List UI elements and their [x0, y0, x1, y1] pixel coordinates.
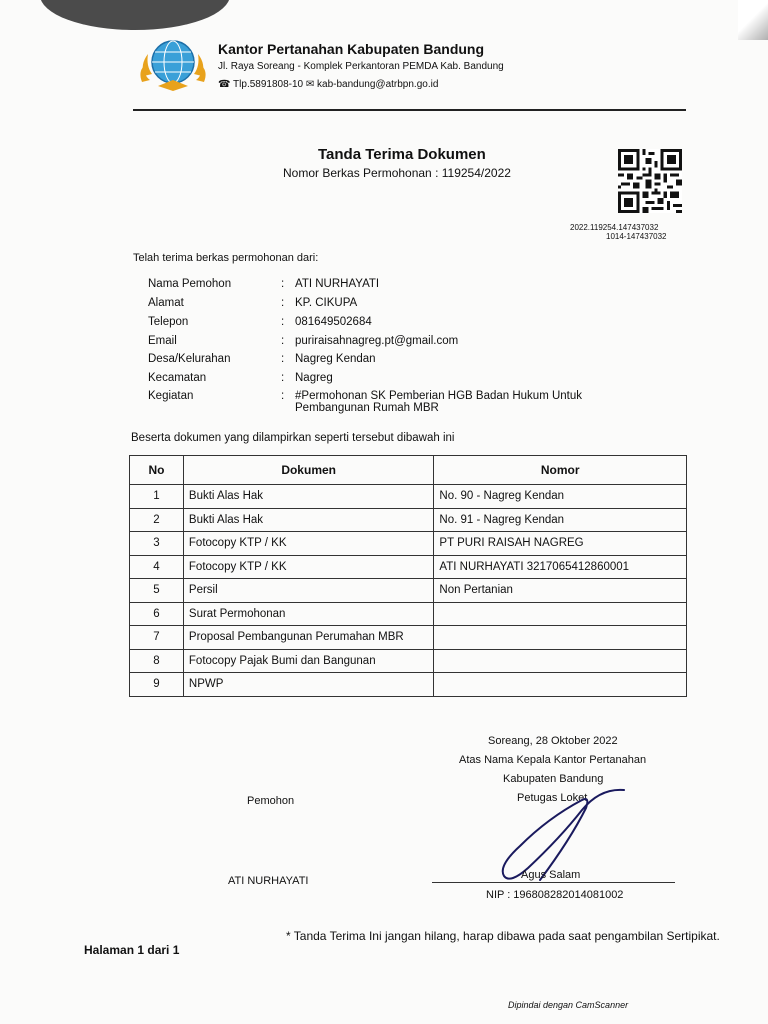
info-label: Email [148, 335, 177, 347]
column-header: Nomor [434, 456, 687, 485]
info-row-kecamatan: Kecamatan : Nagreg [148, 372, 605, 384]
info-value: Nagreg [295, 372, 333, 384]
office-contact: ☎ Tlp.5891808-10 ✉ kab-bandung@atrbpn.go.id [218, 79, 439, 90]
table-row [130, 602, 687, 626]
info-row-email: Email : puriraisahnagreg.pt@gmail.com [148, 335, 605, 347]
page-indicator: Halaman 1 dari 1 [84, 943, 180, 957]
signature-title-line1: Atas Nama Kepala Kantor Pertanahan [459, 754, 647, 766]
cell-nomor: No. 91 - Nagreg Kendan [434, 508, 687, 532]
cell-dokumen: Proposal Pembangunan Perumahan MBR [183, 626, 434, 650]
qr-caption-2: 1014-147437032 [606, 232, 667, 241]
table-row [130, 649, 687, 673]
column-header: Dokumen [183, 456, 434, 485]
info-row-telepon: Telepon : 081649502684 [148, 316, 605, 328]
cell-no: 2 [130, 508, 184, 532]
cell-dokumen: Surat Permohonan [183, 602, 434, 626]
cell-no: 6 [130, 602, 184, 626]
attachment-intro: Beserta dokumen yang dilampirkan seperti tersebut dibawah ini [131, 432, 455, 444]
table-row [130, 673, 687, 697]
intro-text: Telah terima berkas permohonan dari: [133, 252, 319, 264]
cell-dokumen: Bukti Alas Hak [183, 485, 434, 509]
footnote: * Tanda Terima Ini jangan hilang, harap dibawa pada saat pengambilan Sertipikat. [286, 929, 720, 943]
scan-corner-shadow [738, 0, 768, 40]
cell-nomor: No. 90 - Nagreg Kendan [434, 485, 687, 509]
signature-title-line3: Petugas Loket [517, 792, 588, 804]
cell-nomor: PT PURI RAISAH NAGREG [434, 532, 687, 556]
document-table [129, 455, 687, 697]
signature-line [432, 882, 675, 883]
header-divider [133, 109, 686, 111]
cell-nomor [434, 673, 687, 697]
document-number: Nomor Berkas Permohonan : 119254/2022 [283, 166, 511, 180]
cell-dokumen: Fotocopy KTP / KK [183, 532, 434, 556]
cell-no: 8 [130, 649, 184, 673]
info-label: Alamat [148, 297, 184, 309]
column-header: No [130, 456, 184, 485]
cell-no: 1 [130, 485, 184, 509]
table-row [130, 532, 687, 556]
cell-dokumen: Persil [183, 579, 434, 603]
scan-shadow [40, 0, 230, 30]
info-label: Desa/Kelurahan [148, 353, 231, 365]
table-row [130, 579, 687, 603]
table-header [130, 456, 687, 485]
info-row-alamat: Alamat : KP. CIKUPA [148, 297, 605, 309]
cell-dokumen: Fotocopy KTP / KK [183, 555, 434, 579]
info-value: Nagreg Kendan [295, 353, 376, 365]
document-title: Tanda Terima Dokumen [318, 146, 486, 163]
info-row-kegiatan: Kegiatan : #Permohonan SK Pemberian HGB Badan Hukum Untuk Pembangunan Rumah MBR [148, 390, 605, 414]
qr-caption: 2022.119254.147437032 [570, 223, 659, 232]
info-label: Telepon [148, 316, 189, 328]
officer-nip: NIP : 196808282014081002 [486, 889, 624, 901]
cell-no: 3 [130, 532, 184, 556]
table-row [130, 485, 687, 509]
info-value: #Permohonan SK Pemberian HGB Badan Hukum Untuk Pembangunan Rumah MBR [295, 390, 583, 414]
scanner-watermark: Dipindai dengan CamScanner [508, 1000, 629, 1010]
cell-no: 5 [130, 579, 184, 603]
cell-dokumen: NPWP [183, 673, 434, 697]
table-row [130, 508, 687, 532]
info-label: Kecamatan [148, 372, 207, 384]
officer-name: Agus Salam [521, 869, 581, 881]
cell-nomor [434, 649, 687, 673]
cell-nomor [434, 602, 687, 626]
qr-code-icon [616, 149, 684, 213]
info-value: 081649502684 [295, 316, 372, 328]
info-row-nama: Nama Pemohon : ATI NURHAYATI [148, 278, 605, 290]
info-row-desa: Desa/Kelurahan : Nagreg Kendan [148, 353, 605, 365]
cell-dokumen: Fotocopy Pajak Bumi dan Bangunan [183, 649, 434, 673]
office-name: Kantor Pertanahan Kabupaten Bandung [218, 41, 485, 57]
applicant-label: Pemohon [247, 795, 295, 807]
cell-nomor: ATI NURHAYATI 3217065412860001 [434, 555, 687, 579]
table-row [130, 555, 687, 579]
info-value: ATI NURHAYATI [295, 278, 380, 290]
cell-no: 7 [130, 626, 184, 650]
table-row [130, 626, 687, 650]
info-label: Kegiatan [148, 390, 194, 402]
info-value: puriraisahnagreg.pt@gmail.com [295, 335, 459, 347]
info-label: Nama Pemohon [148, 278, 232, 290]
cell-no: 9 [130, 673, 184, 697]
cell-dokumen: Bukti Alas Hak [183, 508, 434, 532]
cell-no: 4 [130, 555, 184, 579]
cell-nomor [434, 626, 687, 650]
cell-nomor: Non Pertanian [434, 579, 687, 603]
bpn-logo-icon [138, 36, 208, 92]
signature-title-line2: Kabupaten Bandung [503, 773, 604, 785]
office-address: Jl. Raya Soreang - Komplek Perkantoran PEMDA Kab. Bandung [218, 61, 504, 72]
info-value: KP. CIKUPA [295, 297, 358, 309]
applicant-name: ATI NURHAYATI [228, 875, 309, 887]
signature-place-date: Soreang, 28 Oktober 2022 [488, 735, 618, 747]
